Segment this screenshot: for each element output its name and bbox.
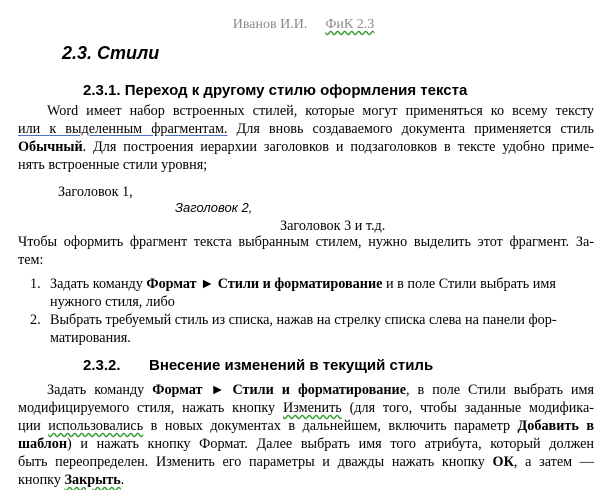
header-code: ФиК 2.3 — [325, 17, 375, 32]
example-heading-3: Заголовок 3 и т.д. — [280, 218, 386, 234]
example-heading-2: Заголовок 2, — [175, 200, 253, 215]
subsection-heading-text: Внесение изменений в текущий стиль — [149, 357, 434, 374]
paragraph-line: быть переопределен. Изменить его параметры и дважды нажать кнопку ОК, а затем — — [18, 454, 594, 470]
menu-command: Формат ► Стили и форматирование — [146, 276, 383, 292]
list-item-continuation: матирования. — [50, 330, 131, 346]
example-heading-1: Заголовок 1, — [58, 184, 133, 200]
paragraph-line: ции использовались в новых документах в дальнейшем, включить параметр Добавить в — [18, 418, 595, 434]
list-marker: 1. — [30, 276, 41, 292]
list-marker: 2. — [30, 312, 41, 328]
paragraph-line: модифицируемого стиля, нажать кнопку Изменить (для того, чтобы заданные модифика- — [18, 400, 594, 416]
parameter-name: шаблон — [18, 436, 68, 452]
subsection-title-1: 2.3.1. Переход к другому стилю оформления текста — [83, 82, 468, 99]
subsection-number: 2.3.2. — [83, 357, 121, 374]
subsection-title-2 — [83, 356, 433, 376]
list-item-continuation: нужного стиля, либо — [50, 294, 175, 310]
button-name-close: Закрыть — [64, 472, 121, 488]
paragraph-line: Задать команду Формат ► Стили и форматирование, в поле Стили выбрать имя — [47, 382, 594, 398]
paragraph-line: Чтобы оформить фрагмент текста выбранным стилем, нужно выделить этот фрагмент. За- — [18, 234, 594, 250]
document-page: Иванов И.И. ФиК 2.3 2.3. Стили 2.3.1. Переход к другому стилю оформления текста Word имеет набор встроенных стилей, которые могут применяться ко всему тексту или к выделенным фрагментам. Для вновь создаваемого документа применяется стиль Обычный. Для построения иерархии заголовков и подзаголовков в тексте удобно приме- нять встроенные стили уровня; Заголовок 1, Заголовок 2, Заголовок 3 и т.д. Чтобы оформить фрагмент текста выбранным стилем, нужно выделить этот фрагмент. За- тем: 1. Задать команду Формат ► Стили и форматирование и в поле Стили выбрать имя нужного стиля, либо 2. Выбрать требуемый стиль из списка, нажав на стрелку списка слева на панели фор- матирования. 2.3.2. Внесение изменений в текущий стиль Задать команду Формат ► Стили и форматирование, в поле Стили выбрать имя модифицируемого стиля, нажать кнопку Изменить (для того, чтобы заданные модифика- ции использовались в новых документах в дальнейшем, включить параметр Добавить в шаблон) и нажать кнопку Формат. Далее выбрать имя того атрибута, который должен быть переопределен. Изменить его параметры и дважды нажать кнопку ОК, а затем — кнопку Закрыть. — [0, 0, 607, 490]
menu-command: Формат ► Стили и форматирование — [152, 382, 406, 398]
underlined-phrase: или к выделенным фрагментам. — [18, 121, 228, 137]
paragraph-line: тем: — [18, 252, 44, 268]
style-name-normal: Обычный — [18, 139, 83, 155]
page-header — [0, 16, 607, 34]
paragraph-line: Обычный. Для построения иерархии заголовков и подзаголовков в тексте удобно приме- — [18, 139, 594, 155]
paragraph-line: Word имеет набор встроенных стилей, которые могут применяться ко всему тексту — [47, 103, 594, 119]
button-name-ok: ОК — [492, 454, 514, 470]
parameter-name: Добавить в — [517, 418, 595, 434]
paragraph-line: кнопку Закрыть. — [18, 472, 125, 488]
paragraph-line: или к выделенным фрагментам. Для вновь создаваемого документа применяется стиль — [18, 121, 594, 137]
underlined-word: Изменить — [282, 400, 342, 416]
header-author: Иванов И.И. — [232, 17, 308, 32]
paragraph-line: нять встроенные стили уровня; — [18, 157, 208, 173]
paragraph-line: шаблон) и нажать кнопку Формат. Далее выбрать имя того атрибута, который должен — [18, 436, 594, 452]
underlined-word: использовались — [48, 418, 144, 434]
section-title: 2.3. Стили — [62, 43, 160, 63]
